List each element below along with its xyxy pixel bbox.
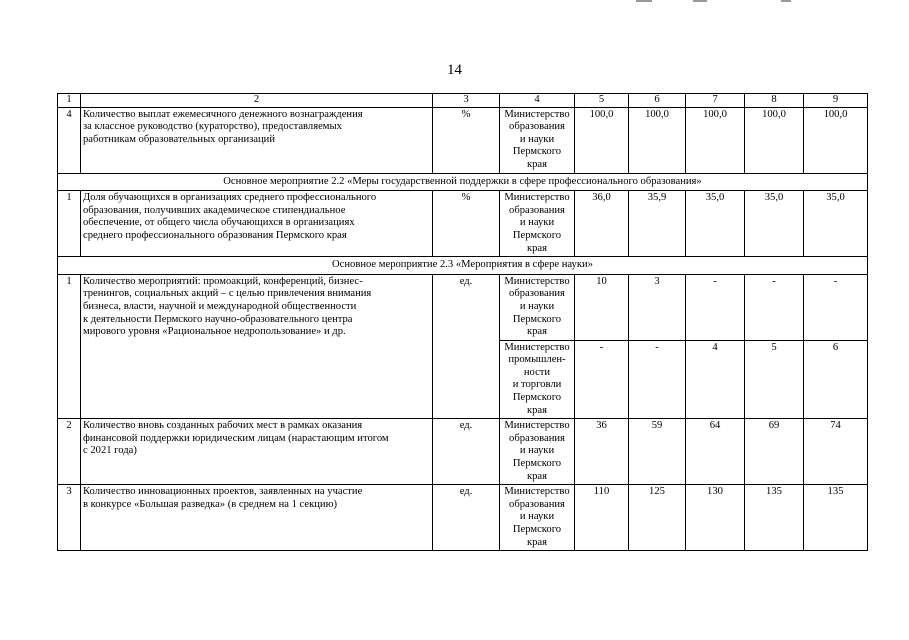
indicators-table — [57, 93, 868, 551]
responsible-org: Министерство образования и науки Пермского края — [504, 486, 570, 548]
value-cell: 100,0 — [686, 107, 745, 173]
value-cell: - — [686, 274, 745, 340]
header-cell: 1 — [58, 94, 81, 108]
value-cell: 35,9 — [629, 191, 686, 257]
unit: % — [433, 107, 500, 173]
value-cell: 100,0 — [629, 107, 686, 173]
value-cell: 36 — [575, 419, 629, 485]
unit: ед. — [433, 485, 500, 551]
value-cell: 35,0 — [686, 191, 745, 257]
value-cell: 10 — [575, 274, 629, 340]
responsible-org: Министерство образования и науки Пермского края — [504, 420, 570, 482]
indicator-name: Количество выплат ежемесячного денежного вознаграждения за классное руководство (кураторство), предоставляемых работникам образовательных организаций — [83, 108, 363, 145]
page-number: 14 — [447, 62, 462, 78]
section-title: Основное мероприятие 2.3 «Мероприятия в сфере науки» — [58, 257, 868, 275]
value-cell: 100,0 — [745, 107, 804, 173]
unit: ед. — [433, 419, 500, 485]
table-row — [58, 419, 868, 485]
row-number: 1 — [58, 274, 81, 419]
responsible-org: Министерство образования и науки Пермского края — [504, 275, 570, 338]
header-cell: 2 — [81, 94, 433, 108]
section-row — [58, 173, 868, 191]
indicator-name: Доля обучающихся в организациях среднего профессионального образования, получивших академическое стипендиальное обеспечение, от общего числа обучающихся в организациях среднего профессионального образования Пермского края — [83, 192, 377, 241]
value-cell: 4 — [686, 340, 745, 419]
responsible-org: Министерство промышлен- ности и торговли Пермского края — [504, 341, 570, 416]
table-row — [58, 191, 868, 257]
value-cell: 35,0 — [745, 191, 804, 257]
value-cell: 6 — [804, 340, 868, 419]
value-cell: 69 — [745, 419, 804, 485]
row-number: 4 — [58, 107, 81, 173]
table-row — [58, 107, 868, 173]
value-cell: 59 — [629, 419, 686, 485]
indicator-name: Количество инновационных проектов, заявленных на участие в конкурсе «Большая разведка» (в среднем на 1 секцию) — [83, 486, 363, 510]
value-cell: 130 — [686, 485, 745, 551]
value-cell: 64 — [686, 419, 745, 485]
scan-edge-mark — [693, 0, 707, 2]
value-cell: 125 — [629, 485, 686, 551]
indicator-name: Количество мероприятий: промоакций, конференций, бизнес- тренингов, социальных акций – с целью привлечения внимания бизнеса, власти, научной и международной общественности к деятельности Пермского научно-образовательного центра мирового уровня «Рациональное недропользование» и др. — [83, 275, 372, 338]
value-cell: - — [629, 340, 686, 419]
scan-edge-mark — [636, 0, 652, 2]
row-number: 3 — [58, 485, 81, 551]
value-cell: 135 — [804, 485, 868, 551]
value-cell: 3 — [629, 274, 686, 340]
value-cell: - — [745, 274, 804, 340]
value-cell: 5 — [745, 340, 804, 419]
header-cell: 6 — [629, 94, 686, 108]
value-cell: 100,0 — [575, 107, 629, 173]
row-number: 2 — [58, 419, 81, 485]
unit: % — [433, 191, 500, 257]
row-number: 1 — [58, 191, 81, 257]
section-title: Основное мероприятие 2.2 «Меры государственной поддержки в сфере профессионального образования» — [58, 173, 868, 191]
value-cell: 100,0 — [804, 107, 868, 173]
unit: ед. — [433, 274, 500, 419]
table-row — [58, 274, 868, 340]
responsible-org: Министерство образования и науки Пермского края — [504, 192, 570, 254]
header-cell: 3 — [433, 94, 500, 108]
header-cell: 9 — [804, 94, 868, 108]
value-cell: 110 — [575, 485, 629, 551]
indicator-name: Количество вновь созданных рабочих мест в рамках оказания финансовой поддержки юридическим лицам (нарастающим итогом с 2021 года) — [83, 420, 389, 457]
header-row — [58, 94, 868, 108]
header-cell: 5 — [575, 94, 629, 108]
value-cell: 35,0 — [804, 191, 868, 257]
responsible-org: Министерство образования и науки Пермского края — [504, 108, 570, 170]
value-cell: 36,0 — [575, 191, 629, 257]
header-cell: 4 — [500, 94, 575, 108]
header-cell: 8 — [745, 94, 804, 108]
section-row — [58, 257, 868, 275]
table-row — [58, 485, 868, 551]
value-cell: - — [575, 340, 629, 419]
value-cell: 135 — [745, 485, 804, 551]
scan-edge-mark — [781, 0, 791, 2]
value-cell: - — [804, 274, 868, 340]
header-cell: 7 — [686, 94, 745, 108]
value-cell: 74 — [804, 419, 868, 485]
